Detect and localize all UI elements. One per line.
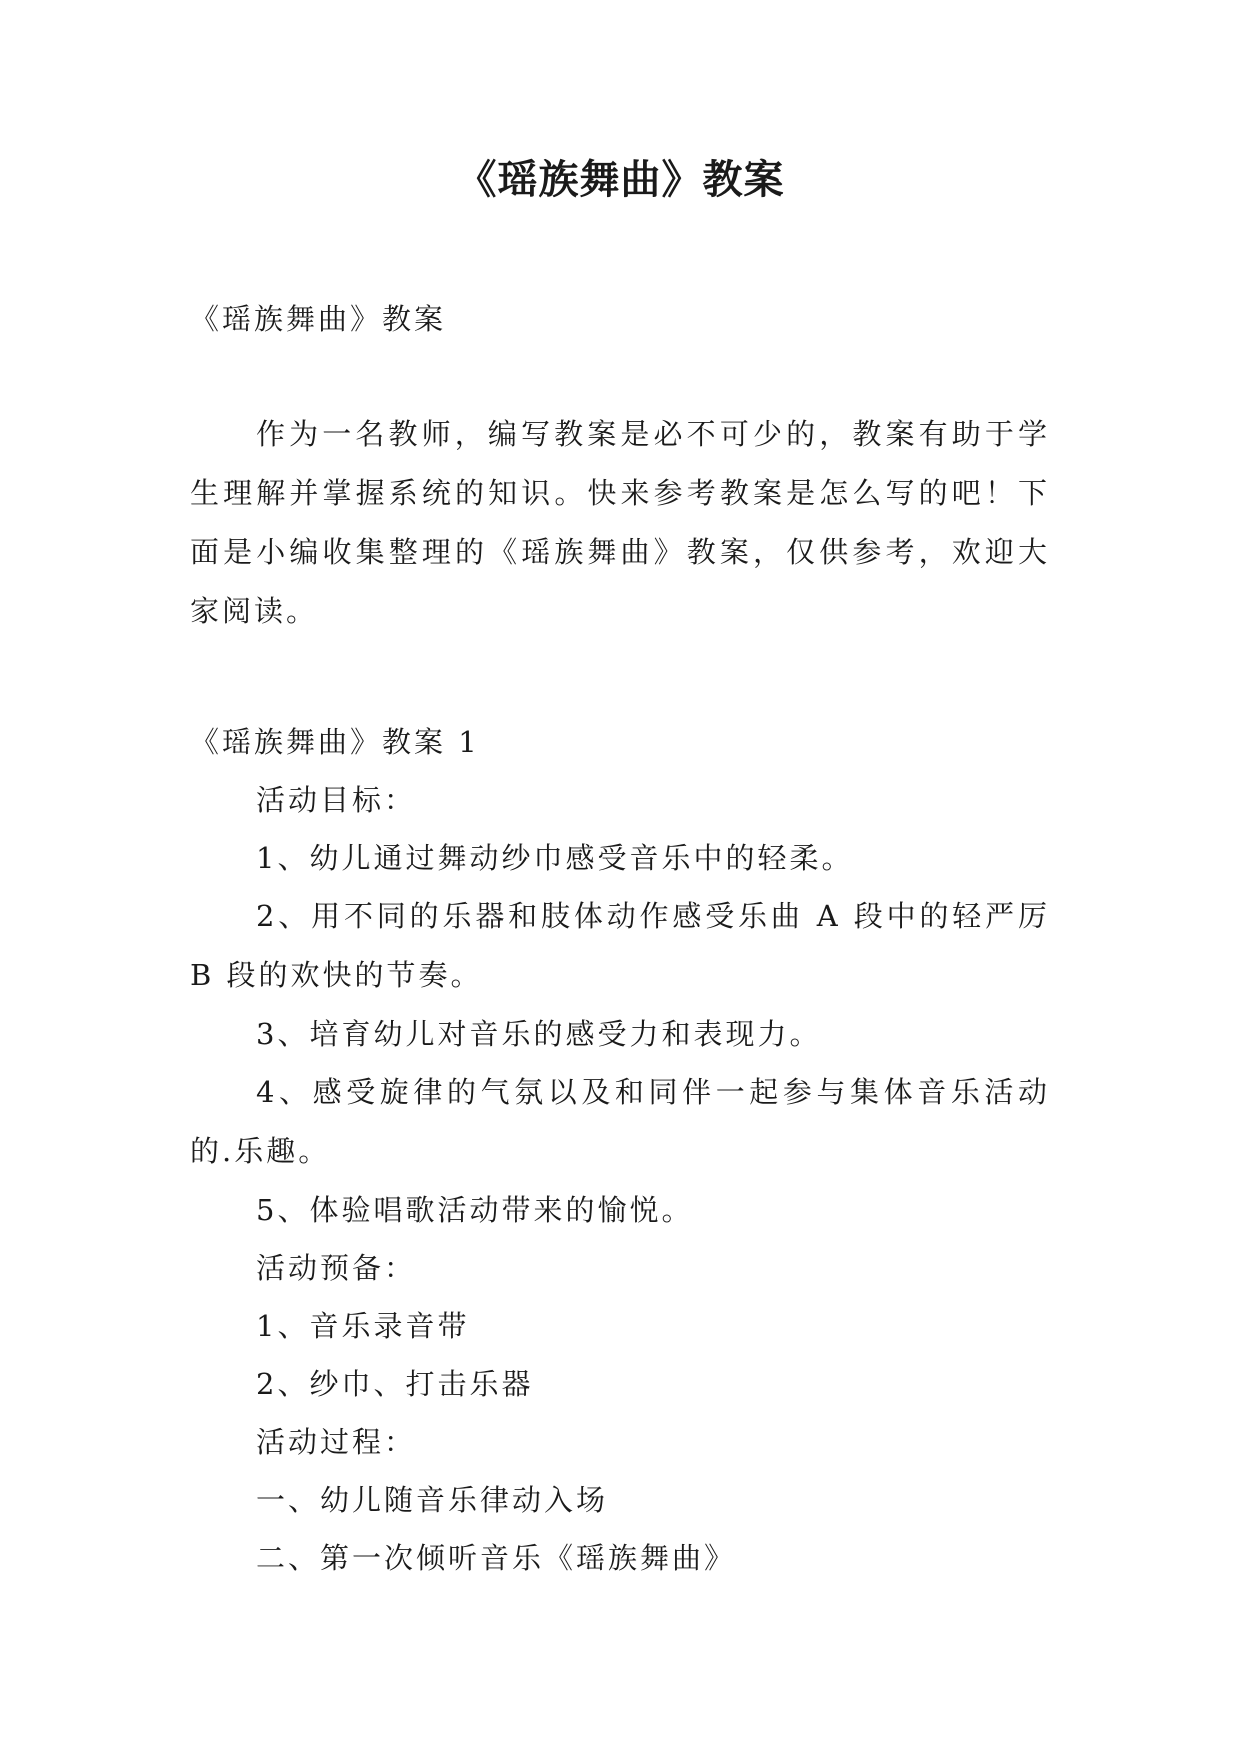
goals-heading: 活动目标： xyxy=(256,783,417,817)
document-title: 《瑶族舞曲》教案 xyxy=(456,157,785,203)
goal-item: 3、培育幼儿对音乐的感受力和表现力。 xyxy=(256,1017,822,1051)
document-subtitle: 《瑶族舞曲》教案 xyxy=(190,302,447,336)
goal-item: 4、感受旋律的气氛以及和同伴一起参与集体音乐活动的.乐趣。 xyxy=(190,1075,1050,1168)
prep-heading: 活动预备： xyxy=(256,1251,417,1285)
prep-item: 1、音乐录音带 xyxy=(256,1309,470,1343)
process-item: 一、幼儿随音乐律动入场 xyxy=(256,1483,609,1517)
goal-item: 5、体验唱歌活动带来的愉悦。 xyxy=(256,1193,694,1227)
document-body xyxy=(190,290,1050,1587)
prep-item: 2、纱巾、打击乐器 xyxy=(256,1367,534,1401)
section-heading: 《瑶族舞曲》教案 1 xyxy=(190,725,480,759)
intro-paragraph: 作为一名教师，编写教案是必不可少的，教案有助于学生理解并掌握系统的知识。快来参考教案是怎么写的吧！下面是小编收集整理的《瑶族舞曲》教案，仅供参考，欢迎大家阅读。 xyxy=(190,417,1050,628)
process-heading: 活动过程： xyxy=(256,1425,417,1459)
process-item: 二、第一次倾听音乐《瑶族舞曲》 xyxy=(256,1541,737,1575)
goal-item: 2、用不同的乐器和肢体动作感受乐曲 A 段中的轻严厉 B 段的欢快的节奏。 xyxy=(190,899,1050,992)
goal-item: 1、幼儿通过舞动纱巾感受音乐中的轻柔。 xyxy=(256,841,854,875)
